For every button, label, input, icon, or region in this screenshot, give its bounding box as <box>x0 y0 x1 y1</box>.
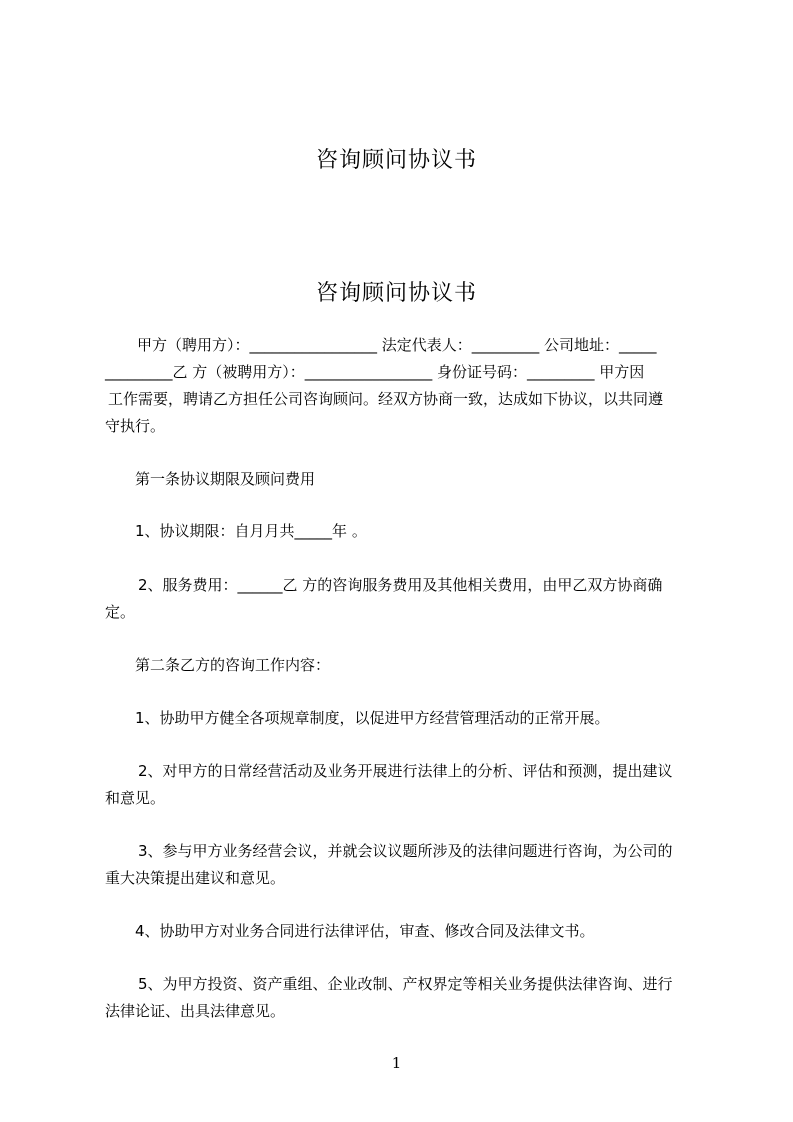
page-number: 1 <box>391 1054 402 1072</box>
article-2-item-5-line: 法律论证、出具法律意见。 <box>105 1002 286 1020</box>
article-2-heading: 第二条乙方的咨询工作内容： <box>135 656 331 674</box>
article-2-item-2-line: 和意见。 <box>105 789 166 807</box>
article-2-item-2 <box>105 758 705 812</box>
article-1-item-1: 1、协议期限：自月月共_____年 。 <box>135 522 367 540</box>
intro-line: 守执行。 <box>105 417 166 435</box>
intro-paragraph <box>105 332 705 440</box>
article-1-item-2 <box>105 572 705 626</box>
article-1-heading: 第一条协议期限及顾问费用 <box>135 470 316 488</box>
intro-line: 甲方（聘用方）：_________________ 法定代表人：_________ 公司地址：_____ <box>137 336 657 354</box>
article-2-item-5 <box>105 971 705 1025</box>
article-2-item-2-line: 2、对甲方的日常经营活动及业务开展进行法律上的分析、评估和预测，提出建议 <box>138 762 673 780</box>
document-header-title: 咨询顾问协议书 <box>315 148 477 173</box>
intro-line: 工作需要，聘请乙方担任公司咨询顾问。经双方协商一致，达成如下协议，以共同遵 <box>108 390 664 408</box>
article-2-item-3-line: 重大决策提出建议和意见。 <box>105 869 286 887</box>
intro-line: _________乙 方（被聘用方）：_________________ 身份证号码：_________ 甲方因 <box>105 363 645 381</box>
article-1-item-2-line: 定。 <box>105 603 136 621</box>
article-2-item-3 <box>105 838 705 892</box>
article-1-item-2-line: 2、服务费用：______乙 方的咨询服务费用及其他相关费用，由甲乙双方协商确 <box>138 576 663 594</box>
article-2-item-4: 4、协助甲方对业务合同进行法律评估，审查、修改合同及法律文书。 <box>135 922 595 940</box>
article-2-item-1: 1、协助甲方健全各项规章制度，以促进甲方经营管理活动的正常开展。 <box>135 709 610 727</box>
document-title: 咨询顾问协议书 <box>315 281 477 306</box>
article-2-item-5-line: 5、为甲方投资、资产重组、企业改制、产权界定等相关业务提供法律咨询、进行 <box>138 975 673 993</box>
article-2-item-3-line: 3、参与甲方业务经营会议，并就会议议题所涉及的法律问题进行咨询，为公司的 <box>138 842 673 860</box>
